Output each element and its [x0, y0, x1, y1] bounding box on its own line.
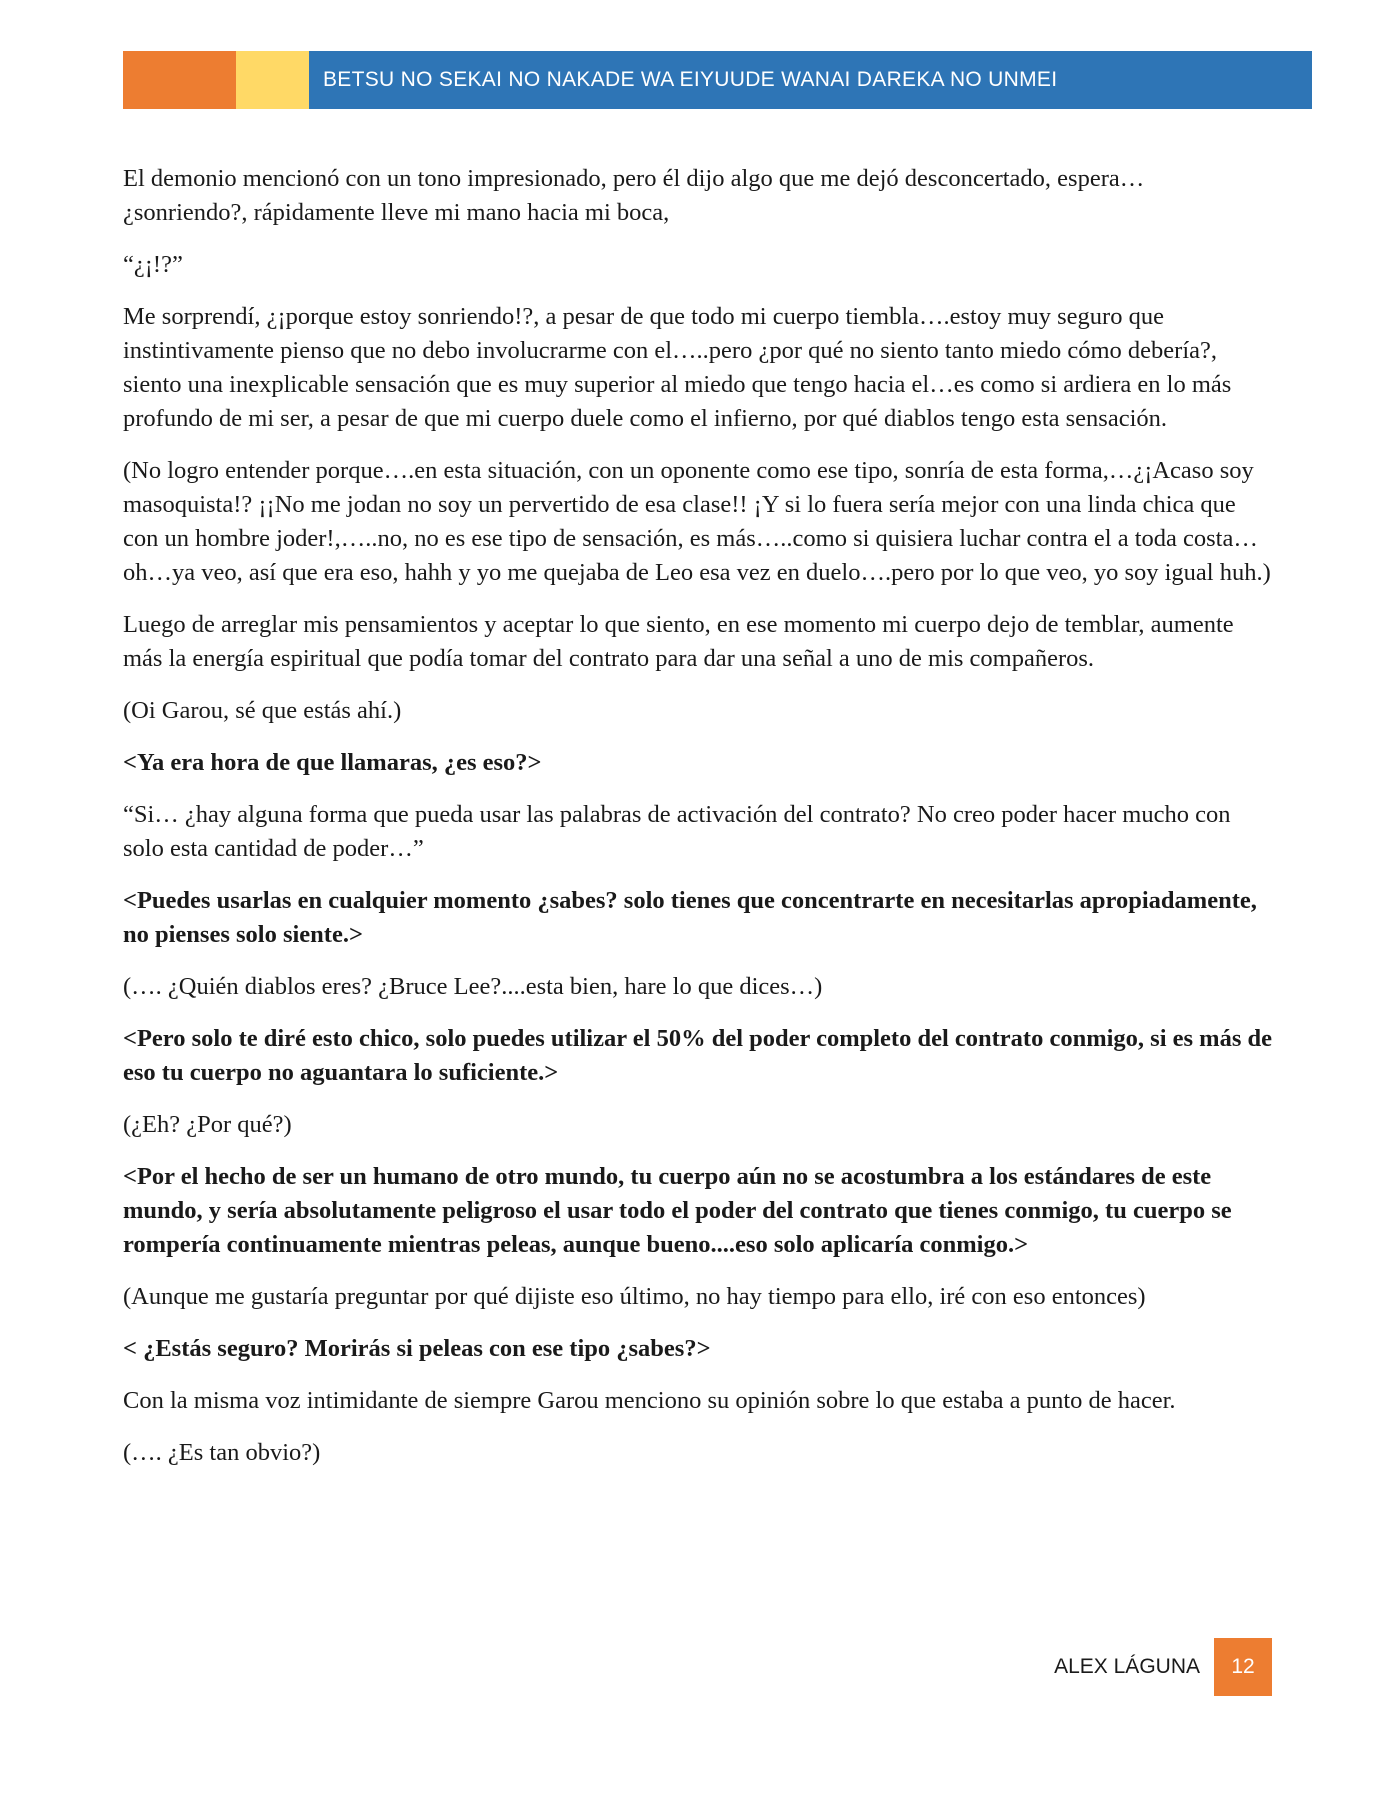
- paragraph: (…. ¿Es tan obvio?): [123, 1439, 321, 1466]
- paragraph: (Oi Garou, sé que estás ahí.): [123, 697, 402, 724]
- paragraph: “Si… ¿hay alguna forma que pueda usar las palabras de activación del contrato? No creo poder hacer mucho con solo esta cantidad de poder…”: [123, 801, 1231, 862]
- author-name: ALEX LÁGUNA: [1054, 1655, 1200, 1678]
- paragraph: Con la misma voz intimidante de siempre Garou menciono su opinión sobre lo que estaba a punto de hacer.: [123, 1387, 1176, 1414]
- paragraph: (Aunque me gustaría preguntar por qué dijiste eso último, no hay tiempo para ello, iré con eso entonces): [123, 1283, 1146, 1310]
- paragraph: Luego de arreglar mis pensamientos y aceptar lo que siento, en ese momento mi cuerpo dejo de temblar, aumente más la energía espiritual que podía tomar del contrato para dar una señal a uno de mis compañeros.: [123, 611, 1234, 672]
- paragraph-bold-dialogue: <Ya era hora de que llamaras, ¿es eso?>: [123, 749, 542, 776]
- paragraph-bold-dialogue: < ¿Estás seguro? Morirás si peleas con ese tipo ¿sabes?>: [123, 1335, 711, 1362]
- paragraph-bold-dialogue: <Pero solo te diré esto chico, solo puedes utilizar el 50% del poder completo del contrato conmigo, si es más de eso tu cuerpo no aguantara lo suficiente.>: [123, 1025, 1272, 1086]
- header-title: BETSU NO SEKAI NO NAKADE WA EIYUUDE WANAI DAREKA NO UNMEI: [309, 51, 1312, 109]
- page-footer: [1000, 1638, 1272, 1696]
- page-number: 12: [1214, 1638, 1272, 1696]
- paragraph: (No logro entender porque….en esta situación, con un oponente como ese tipo, sonría de esta forma,…¿¡Acaso soy masoquista!? ¡¡No me jodan no soy un pervertido de esa clase!! ¡Y si lo fuera sería mejor con una linda chica que con un hombre joder!,…..no, no es ese tipo de sensación, es más…..como si quisiera luchar contra el a toda costa…oh…ya veo, así que era eso, hahh y yo me quejaba de Leo esa vez en duelo….pero por lo que veo, yo soy igual huh.): [123, 457, 1271, 586]
- paragraph: “¿¡!?”: [123, 251, 183, 278]
- page-header: [123, 51, 1312, 109]
- paragraph-bold-dialogue: <Por el hecho de ser un humano de otro mundo, tu cuerpo aún no se acostumbra a los estándares de este mundo, y sería absolutamente peligroso el usar todo el poder del contrato que tienes conmigo, tu cuerpo se rompería continuamente mientras peleas, aunque bueno....eso solo aplicaría conmigo.>: [123, 1163, 1232, 1258]
- document-body: [123, 162, 1273, 1488]
- header-yellow-block: [236, 51, 309, 109]
- paragraph: (¿Eh? ¿Por qué?): [123, 1111, 292, 1138]
- paragraph: (…. ¿Quién diablos eres? ¿Bruce Lee?....esta bien, hare lo que dices…): [123, 973, 823, 1000]
- paragraph: Me sorprendí, ¿¡porque estoy sonriendo!?, a pesar de que todo mi cuerpo tiembla….estoy muy seguro que instintivamente pienso que no debo involucrarme con el…..pero ¿por qué no siento tanto miedo cómo debería?, siento una inexplicable sensación que es muy superior al miedo que tengo hacia el…es como si ardiera en lo más profundo de mi ser, a pesar de que mi cuerpo duele como el infierno, por qué diablos tengo esta sensación.: [123, 303, 1232, 432]
- paragraph-bold-dialogue: <Puedes usarlas en cualquier momento ¿sabes? solo tienes que concentrarte en necesitarlas apropiadamente, no pienses solo siente.>: [123, 887, 1257, 948]
- paragraph: El demonio mencionó con un tono impresionado, pero él dijo algo que me dejó desconcertado, espera… ¿sonriendo?, rápidamente lleve mi mano hacia mi boca,: [123, 165, 1145, 226]
- header-orange-block: [123, 51, 236, 109]
